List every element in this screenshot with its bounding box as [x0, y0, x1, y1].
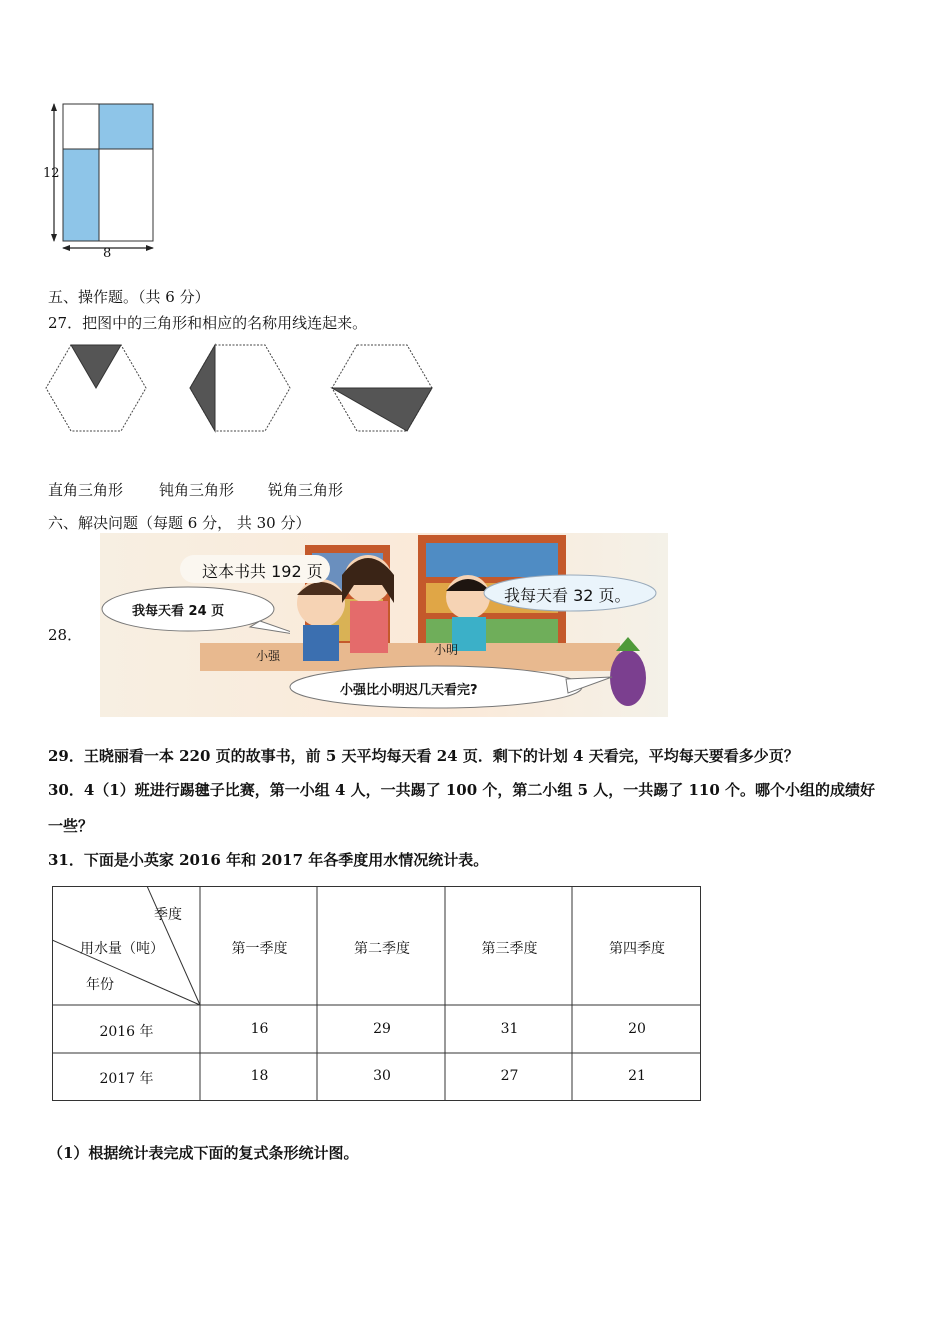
name-right-triangle: 直角三角形: [48, 481, 124, 499]
rectangle-figure: [40, 98, 170, 263]
qiang-says-text: 我每天看 24 页: [132, 604, 225, 619]
header-q4: 第四季度: [609, 941, 665, 957]
row-2016-q4: 20: [628, 1021, 646, 1037]
row-2017-q4: 21: [628, 1068, 646, 1084]
hexagon-3: [332, 345, 432, 431]
obtuse-triangle: [190, 345, 215, 431]
name-acute-triangle: 锐角三角形: [268, 481, 344, 499]
corner-season: 季度: [154, 907, 182, 923]
header-q3: 第三季度: [481, 941, 538, 957]
qiang-name-label: 小强: [256, 649, 281, 663]
shaded-bottom-left: [63, 149, 99, 241]
section-5-title: 五、操作题。（共 6 分）: [48, 288, 210, 306]
q27-text: 27．把图中的三角形和相应的名称用线连起来。: [48, 314, 368, 332]
width-label: 8: [103, 246, 112, 261]
hexagon-1: [46, 345, 146, 431]
q28-comic: [100, 533, 668, 717]
q31-sub1: （1）根据统计表完成下面的复式条形统计图。: [48, 1144, 359, 1162]
header-q2: 第二季度: [354, 941, 410, 957]
name-obtuse-triangle: 钝角三角形: [159, 481, 235, 499]
row-2016-q1: 16: [250, 1021, 269, 1037]
q30-line1: 30．4（1）班进行踢毽子比赛，第一小组 4 人，一共踢了 100 个，第二小组 5 人，一共踢了 110 个。哪个小组的成绩好: [48, 781, 876, 799]
q30-line2: 一些？: [48, 817, 94, 835]
q31-text: 31．下面是小英家 2016 年和 2017 年各季度用水情况统计表。: [48, 851, 489, 869]
right-triangle: [332, 388, 432, 431]
book-total-text: 这本书共 192 页: [202, 562, 323, 581]
row-2016-q2: 29: [373, 1021, 391, 1037]
height-label: 12: [43, 166, 60, 181]
corner-usage: 用水量（吨）: [80, 941, 164, 957]
question-text: 小强比小明迟几天看完?: [340, 683, 478, 698]
row-2016-year: 2016 年: [99, 1024, 154, 1040]
section-6-title: 六、解决问题（每题 6 分， 共 30 分）: [48, 514, 311, 532]
ming-says-text: 我每天看 32 页。: [504, 586, 631, 605]
q28-number: 28．: [48, 626, 83, 644]
hexagon-figures: [45, 340, 445, 435]
q29-text: 29．王晓丽看一本 220 页的故事书，前 5 天平均每天看 24 页．剩下的计划 4 天看完，平均每天要看多少页？: [48, 747, 799, 765]
book-total-banner: [180, 555, 330, 583]
acute-triangle: [71, 345, 121, 388]
row-2017-q2: 30: [373, 1068, 391, 1084]
hexagon-2: [190, 345, 290, 431]
row-2017-year: 2017 年: [99, 1071, 154, 1087]
shaded-top-right: [99, 104, 153, 149]
row-2017-q3: 27: [500, 1068, 519, 1084]
ming-name-label: 小明: [434, 643, 459, 657]
header-q1: 第一季度: [231, 941, 288, 957]
corner-year: 年份: [86, 977, 114, 993]
row-2017-q1: 18: [250, 1068, 269, 1084]
row-2016-q3: 31: [500, 1021, 519, 1037]
